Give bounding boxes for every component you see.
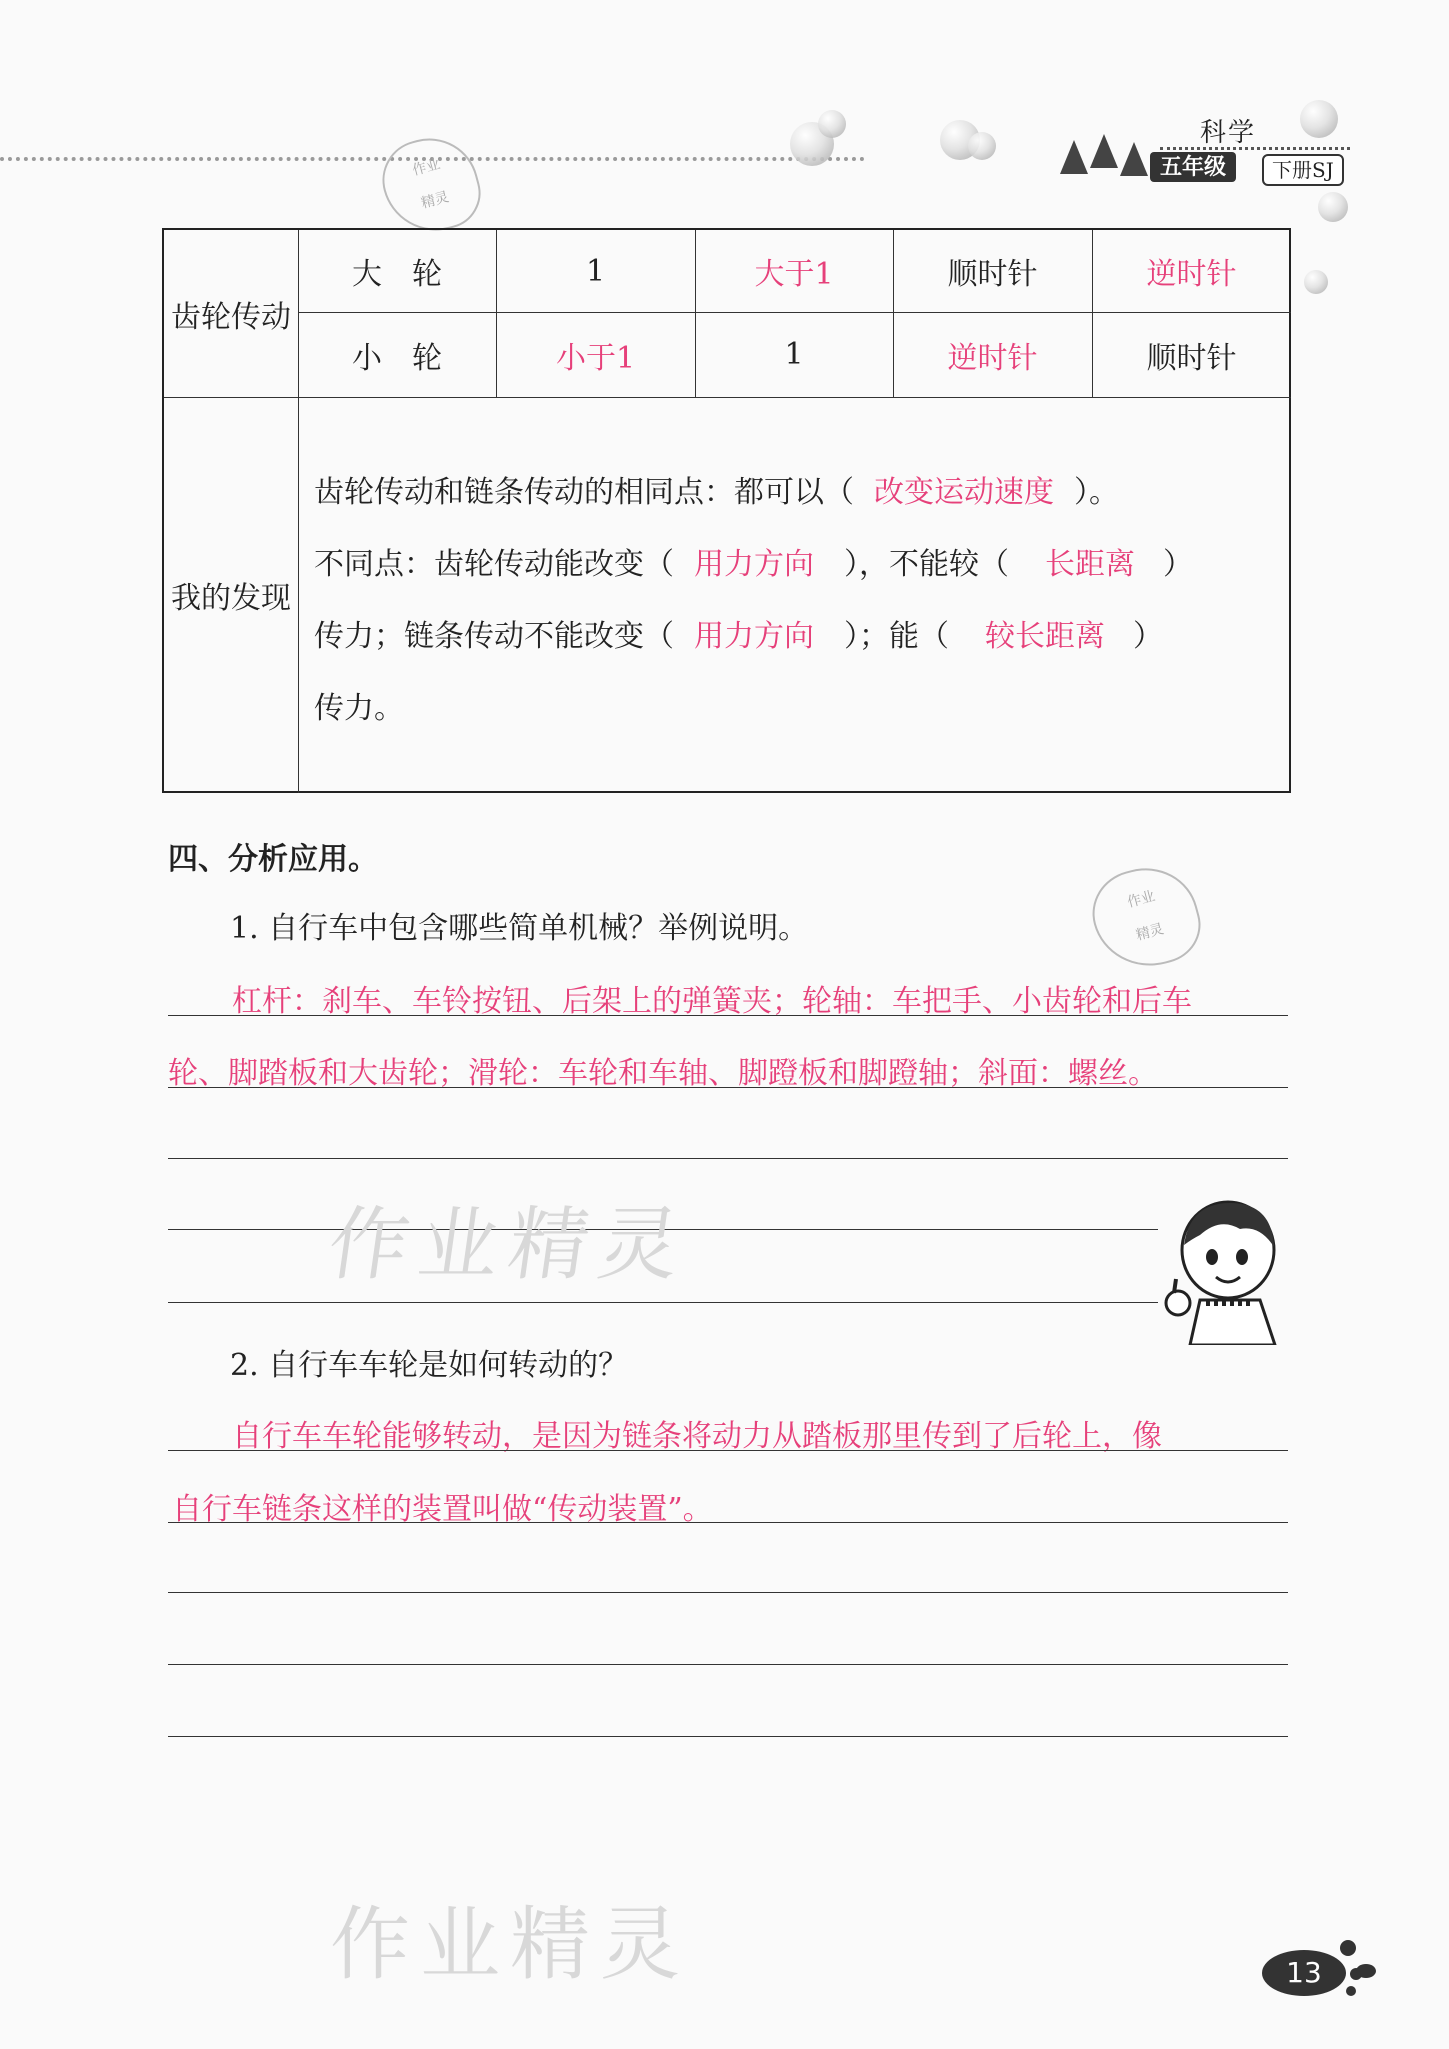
header-rule: [1160, 147, 1350, 150]
small-wheel-value: 顺时针: [1146, 340, 1237, 376]
tree-icon: [1120, 142, 1148, 176]
answer-line: [168, 1522, 1288, 1523]
small-wheel-value: 1: [784, 337, 804, 372]
bubble-decoration: [1304, 270, 1328, 294]
big-wheel-answer: 逆时针: [1146, 257, 1237, 292]
table-divider: [164, 397, 1291, 398]
bubble-decoration: [1318, 192, 1348, 222]
header-subject: 科学: [1200, 118, 1257, 148]
stamp-logo: 作业 精灵: [1083, 856, 1209, 979]
bubble-decoration: [1300, 100, 1338, 138]
small-wheel-answer: 小于1: [555, 340, 636, 376]
answer-line: [168, 1158, 1288, 1159]
big-wheel-value: 顺时针: [947, 257, 1038, 292]
section-heading: 四、分析应用。: [168, 842, 378, 877]
watermark: 作业精灵: [322, 1198, 696, 1291]
boy-illustration: [1160, 1195, 1290, 1345]
discovery-label: 我的发现: [171, 581, 291, 616]
question-1: 1. 自行车中包含哪些简单机械？举例说明。: [230, 911, 809, 946]
decor-dot: [1356, 1964, 1376, 1978]
answer-1-line-2: 轮、脚踏板和大齿轮；滑轮：车轮和车轴、脚蹬板和脚蹬轴；斜面：螺丝。: [168, 1056, 1158, 1091]
answer-line: [168, 1592, 1288, 1593]
bubble-decoration: [968, 132, 996, 160]
stamp-logo: 作业 精灵: [373, 127, 488, 242]
discovery-line-3: 传力；链条传动不能改变（ 用力方向 ）；能（ 较长距离 ）: [314, 619, 1163, 654]
discovery-line-2: 不同点：齿轮传动能改变（ 用力方向 ），不能较（ 长距离 ）: [314, 547, 1193, 582]
bubble-decoration: [818, 110, 846, 138]
answer-2-line-1: 自行车车轮能够转动，是因为链条将动力从踏板那里传到了后轮上，像: [232, 1419, 1162, 1454]
answer-2-line-2: 自行车链条这样的装置叫做“传动装置”。: [172, 1492, 713, 1527]
big-wheel-value: 1: [585, 253, 606, 289]
answer-line: [168, 1015, 1288, 1016]
discovery-line-4: 传力。: [314, 691, 404, 726]
small-wheel-answer: 逆时针: [947, 340, 1038, 376]
answer-line: [168, 1664, 1288, 1665]
answer-line: [168, 1736, 1288, 1737]
page-number: 13: [1262, 1950, 1346, 1996]
answer-line: [168, 1302, 1158, 1303]
header-volume: 下册SJ: [1262, 154, 1344, 186]
gear-row-label: 齿轮传动: [171, 299, 291, 335]
answer-line: [168, 1450, 1288, 1451]
decor-dot: [1346, 1986, 1356, 1996]
big-wheel-answer: 大于1: [754, 257, 834, 292]
big-wheel-label: 大 轮: [352, 257, 442, 292]
decor-dot: [1340, 1940, 1356, 1956]
question-2: 2. 自行车车轮是如何转动的？: [230, 1348, 629, 1383]
discovery-line-1: 齿轮传动和链条传动的相同点：都可以（ 改变运动速度 ）。: [314, 475, 1119, 510]
answer-1-line-1: 杠杆：刹车、车铃按钮、后架上的弹簧夹；轮轴：车把手、小齿轮和后车: [232, 984, 1192, 1019]
small-wheel-label: 小 轮: [352, 340, 442, 376]
tree-icon: [1090, 134, 1118, 168]
watermark: 作业精灵: [330, 1898, 690, 1991]
header-grade: 五年级: [1150, 152, 1236, 182]
answer-line: [168, 1087, 1288, 1088]
tree-icon: [1060, 140, 1088, 174]
gear-comparison-table: [162, 228, 1291, 793]
